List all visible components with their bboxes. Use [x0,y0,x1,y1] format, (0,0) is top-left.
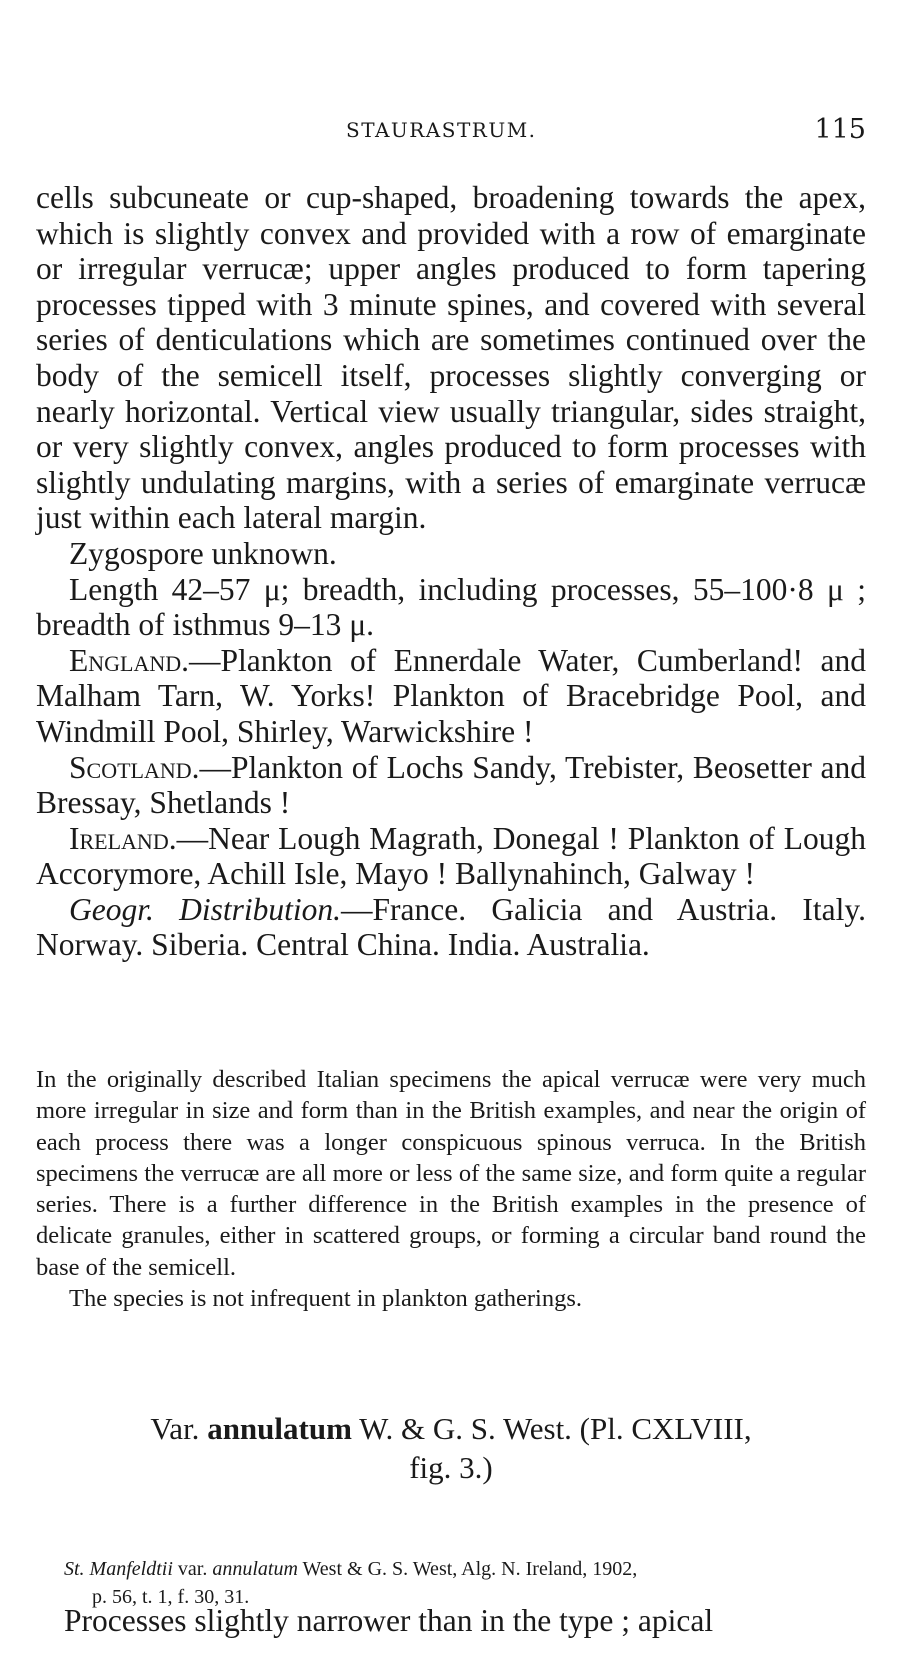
page-number: 115 [814,114,866,145]
running-title: STAURASTRUM. [346,118,537,142]
variety-authority: W. & G. S. West. (Pl. CXLVIII, [359,1411,752,1446]
geogr-localities: —France. Galicia and Austria. Italy. Norway. Siberia. Central China. India. Australia. [36,891,866,963]
synonym-var: var. [177,1558,208,1580]
geographic-distribution [36,892,866,963]
distribution-ireland [36,821,866,892]
england-localities: —Plankton of Ennerdale Water, Cumberland! and Malham Tarn, W. Yorks! Plankton of Bracebridge Pool, and Windmill Pool, Shirley, Warwickshire ! [36,642,866,749]
variety-description-start: Processes slightly narrower than in the type ; apical [64,1603,714,1638]
synonym-epithet: annulatum [212,1558,298,1580]
synonym-reference: West & G. S. West, Alg. N. Ireland, 1902, [302,1558,638,1580]
synonym-name: St. Manfeldtii [64,1558,173,1580]
ireland-localities: —Near Lough Magrath, Donegal ! Plankton of Lough Accorymore, Achill Isle, Mayo ! Ballynahinch, Galway ! [36,820,866,892]
species-description [36,180,866,963]
variety-heading [36,1409,866,1487]
scotland-label: Scotland. [69,749,200,785]
scotland-localities: —Plankton of Lochs Sandy, Trebister, Beosetter and Bressay, Shetlands ! [36,749,866,821]
synonym-reference-cont: p. 56, t. 1, f. 30, 31. [92,1586,250,1608]
variety-name: annulatum [207,1411,352,1446]
england-label: England. [69,642,189,678]
dimensions: Length 42–57 μ; breadth, including processes, 55–100·8 μ ; breadth of isthmus 9–13 μ. [36,571,866,643]
zygospore-note: Zygospore unknown. [69,535,337,571]
frequency-note: The species is not infrequent in plankton gatherings. [69,1285,583,1313]
running-header [36,114,866,152]
distribution-england [36,643,866,750]
remarks [36,1064,866,1314]
remarks-paragraph: In the originally described Italian specimens the apical verrucæ were very much more irregular in size and form than in the British examples, and near the origin of each process there was a longer conspicuous spinous verruca. In the British specimens the verrucæ are all more or less of the same size, and form quite a regular series. There is a further difference in the British examples in the presence of delicate granules, either in scattered groups, or forming a circular band round the base of the semicell. [36,1066,866,1281]
geogr-label: Geogr. Distribution. [69,891,342,927]
variety-prefix: Var. [150,1411,200,1446]
distribution-scotland [36,750,866,821]
ireland-label: Ireland. [69,820,177,856]
variety-figure-ref: fig. 3.) [409,1450,493,1485]
description-paragraph: cells subcuneate or cup-shaped, broadening towards the apex, which is slightly convex and provided with a row of emarginate or irregular verrucæ; upper angles produced to form tapering processes tipped with 3 minute spines, and covered with several series of denticulations which are sometimes continued over the body of the semicell itself, processes slightly converging or nearly horizontal. Vertical view usually triangular, sides straight, or very slightly convex, angles produced to form processes with slightly undulating margins, with a series of emarginate verrucæ just within each lateral margin. [36,180,866,536]
